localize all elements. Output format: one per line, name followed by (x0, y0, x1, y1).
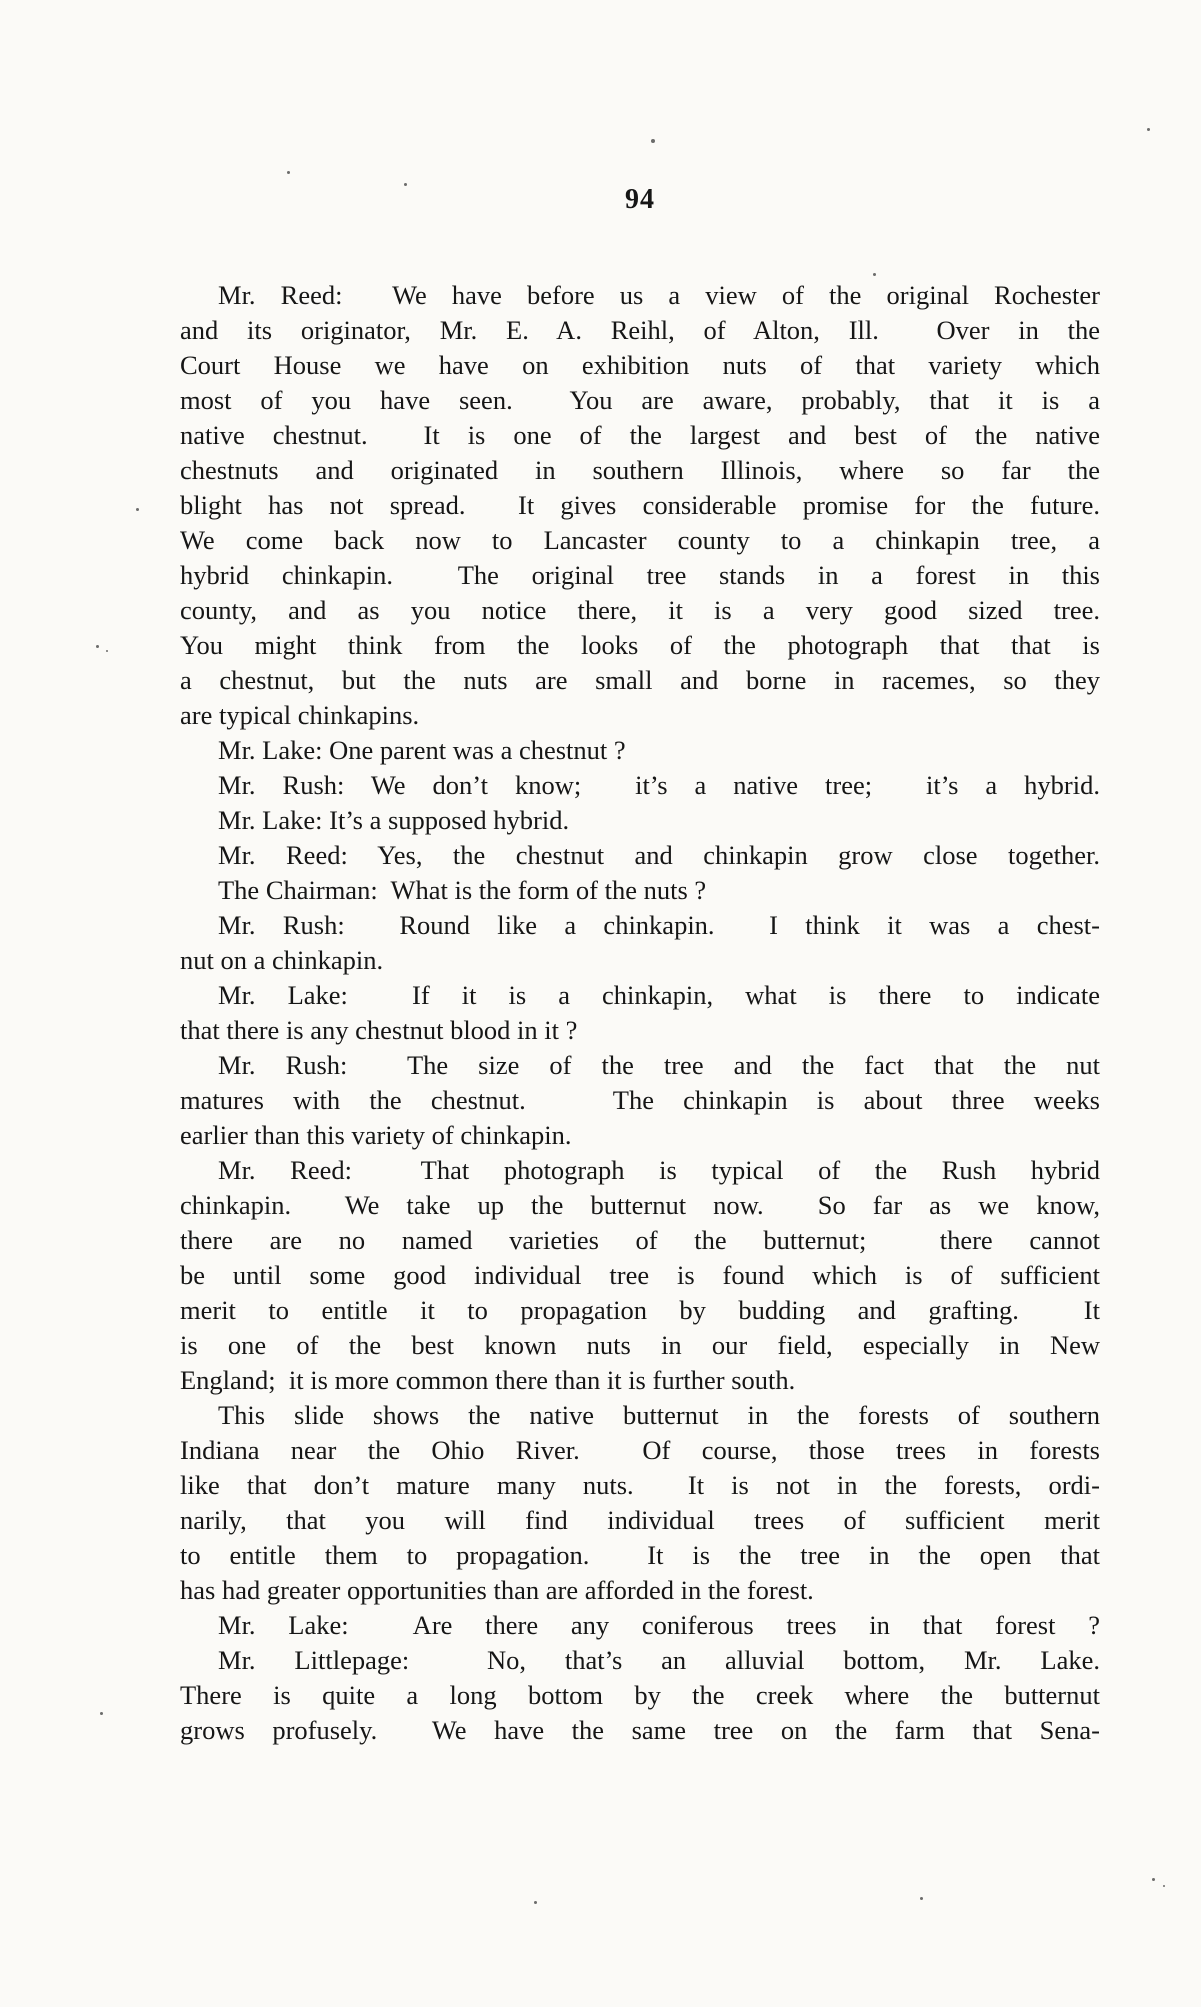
text-line: is one of the best known nuts in our field, especially in New (180, 1330, 1100, 1360)
scan-speckle (106, 650, 108, 652)
text-line: Mr. Littlepage: No, that’s an alluvial bottom, Mr. Lake. (218, 1645, 1100, 1675)
paragraph (180, 873, 1100, 908)
text-line: The Chairman: What is the form of the nuts ? (218, 875, 707, 905)
scan-speckle (1152, 1878, 1155, 1881)
paragraph (180, 278, 1100, 733)
text-line: native chestnut. It is one of the largest and best of the native (180, 420, 1100, 450)
text-line: nut on a chinkapin. (180, 945, 384, 975)
text-line: Mr. Lake: If it is a chinkapin, what is there to indicate (218, 980, 1100, 1010)
text-line: merit to entitle it to propagation by budding and grafting. It (180, 1295, 1100, 1325)
paragraph (180, 908, 1100, 978)
paragraph (180, 803, 1100, 838)
text-line: like that don’t mature many nuts. It is not in the forests, ordi- (180, 1470, 1100, 1500)
text-line: Indiana near the Ohio River. Of course, those trees in forests (180, 1435, 1100, 1465)
text-line: You might think from the looks of the photograph that that is (180, 630, 1100, 660)
paragraph (180, 1048, 1100, 1153)
scan-speckle (404, 183, 407, 186)
text-line: matures with the chestnut. The chinkapin is about three weeks (180, 1085, 1100, 1115)
paragraph (180, 1608, 1100, 1643)
scan-speckle (1147, 128, 1150, 131)
text-line: chinkapin. We take up the butternut now. So far as we know, (180, 1190, 1100, 1220)
text-line: This slide shows the native butternut in the forests of southern (218, 1400, 1100, 1430)
text-line: are typical chinkapins. (180, 700, 420, 730)
scan-speckle (534, 1901, 537, 1904)
text-line: a chestnut, but the nuts are small and borne in racemes, so they (180, 665, 1100, 695)
paragraph (180, 1643, 1100, 1748)
paragraph (180, 838, 1100, 873)
text-line: most of you have seen. You are aware, probably, that it is a (180, 385, 1100, 415)
scan-speckle (920, 1897, 923, 1900)
paragraph (180, 768, 1100, 803)
page-number: 94 (625, 184, 655, 215)
scan-speckle (651, 139, 655, 143)
text-line: that there is any chestnut blood in it ? (180, 1015, 578, 1045)
text-line: Mr. Lake: It’s a supposed hybrid. (218, 805, 570, 835)
scan-speckle (96, 645, 99, 648)
text-line: Mr. Lake: Are there any coniferous trees in that forest ? (218, 1610, 1100, 1640)
scan-speckle (136, 508, 139, 511)
paragraph (180, 733, 1100, 768)
text-line: Mr. Rush: The size of the tree and the fact that the nut (218, 1050, 1100, 1080)
text-line: hybrid chinkapin. The original tree stands in a forest in this (180, 560, 1100, 590)
text-line: Court House we have on exhibition nuts of that variety which (180, 350, 1100, 380)
text-line: and its originator, Mr. E. A. Reihl, of Alton, Ill. Over in the (180, 315, 1100, 345)
text-line: narily, that you will find individual trees of sufficient merit (180, 1505, 1100, 1535)
text-line: county, and as you notice there, it is a very good sized tree. (180, 595, 1100, 625)
page-text (180, 278, 1100, 1748)
scan-speckle (100, 1712, 103, 1715)
text-line: Mr. Reed: That photograph is typical of the Rush hybrid (218, 1155, 1100, 1185)
text-line: to entitle them to propagation. It is the tree in the open that (180, 1540, 1100, 1570)
paragraph (180, 1398, 1100, 1608)
paragraph (180, 1153, 1100, 1398)
scan-speckle (287, 171, 290, 174)
text-line: chestnuts and originated in southern Illinois, where so far the (180, 455, 1100, 485)
text-line: blight has not spread. It gives considerable promise for the future. (180, 490, 1100, 520)
text-line: there are no named varieties of the butternut; there cannot (180, 1225, 1100, 1255)
text-line: Mr. Rush: We don’t know; it’s a native tree; it’s a hybrid. (218, 770, 1100, 800)
text-line: Mr. Lake: One parent was a chestnut ? (218, 735, 626, 765)
text-line: grows profusely. We have the same tree on the farm that Sena- (180, 1715, 1100, 1745)
scan-speckle (1163, 1885, 1165, 1887)
text-line: England; it is more common there than it is further south. (180, 1365, 796, 1395)
text-line: be until some good individual tree is found which is of sufficient (180, 1260, 1100, 1290)
text-line: Mr. Reed: We have before us a view of the original Rochester (218, 280, 1100, 310)
paragraph (180, 978, 1100, 1048)
text-line: earlier than this variety of chinkapin. (180, 1120, 572, 1150)
text-line: Mr. Reed: Yes, the chestnut and chinkapin grow close together. (218, 840, 1100, 870)
text-line: Mr. Rush: Round like a chinkapin. I think it was a chest- (218, 910, 1100, 940)
text-line: We come back now to Lancaster county to a chinkapin tree, a (180, 525, 1100, 555)
text-line: has had greater opportunities than are afforded in the forest. (180, 1575, 814, 1605)
scan-speckle (873, 273, 876, 276)
text-line: There is quite a long bottom by the creek where the butternut (180, 1680, 1100, 1710)
